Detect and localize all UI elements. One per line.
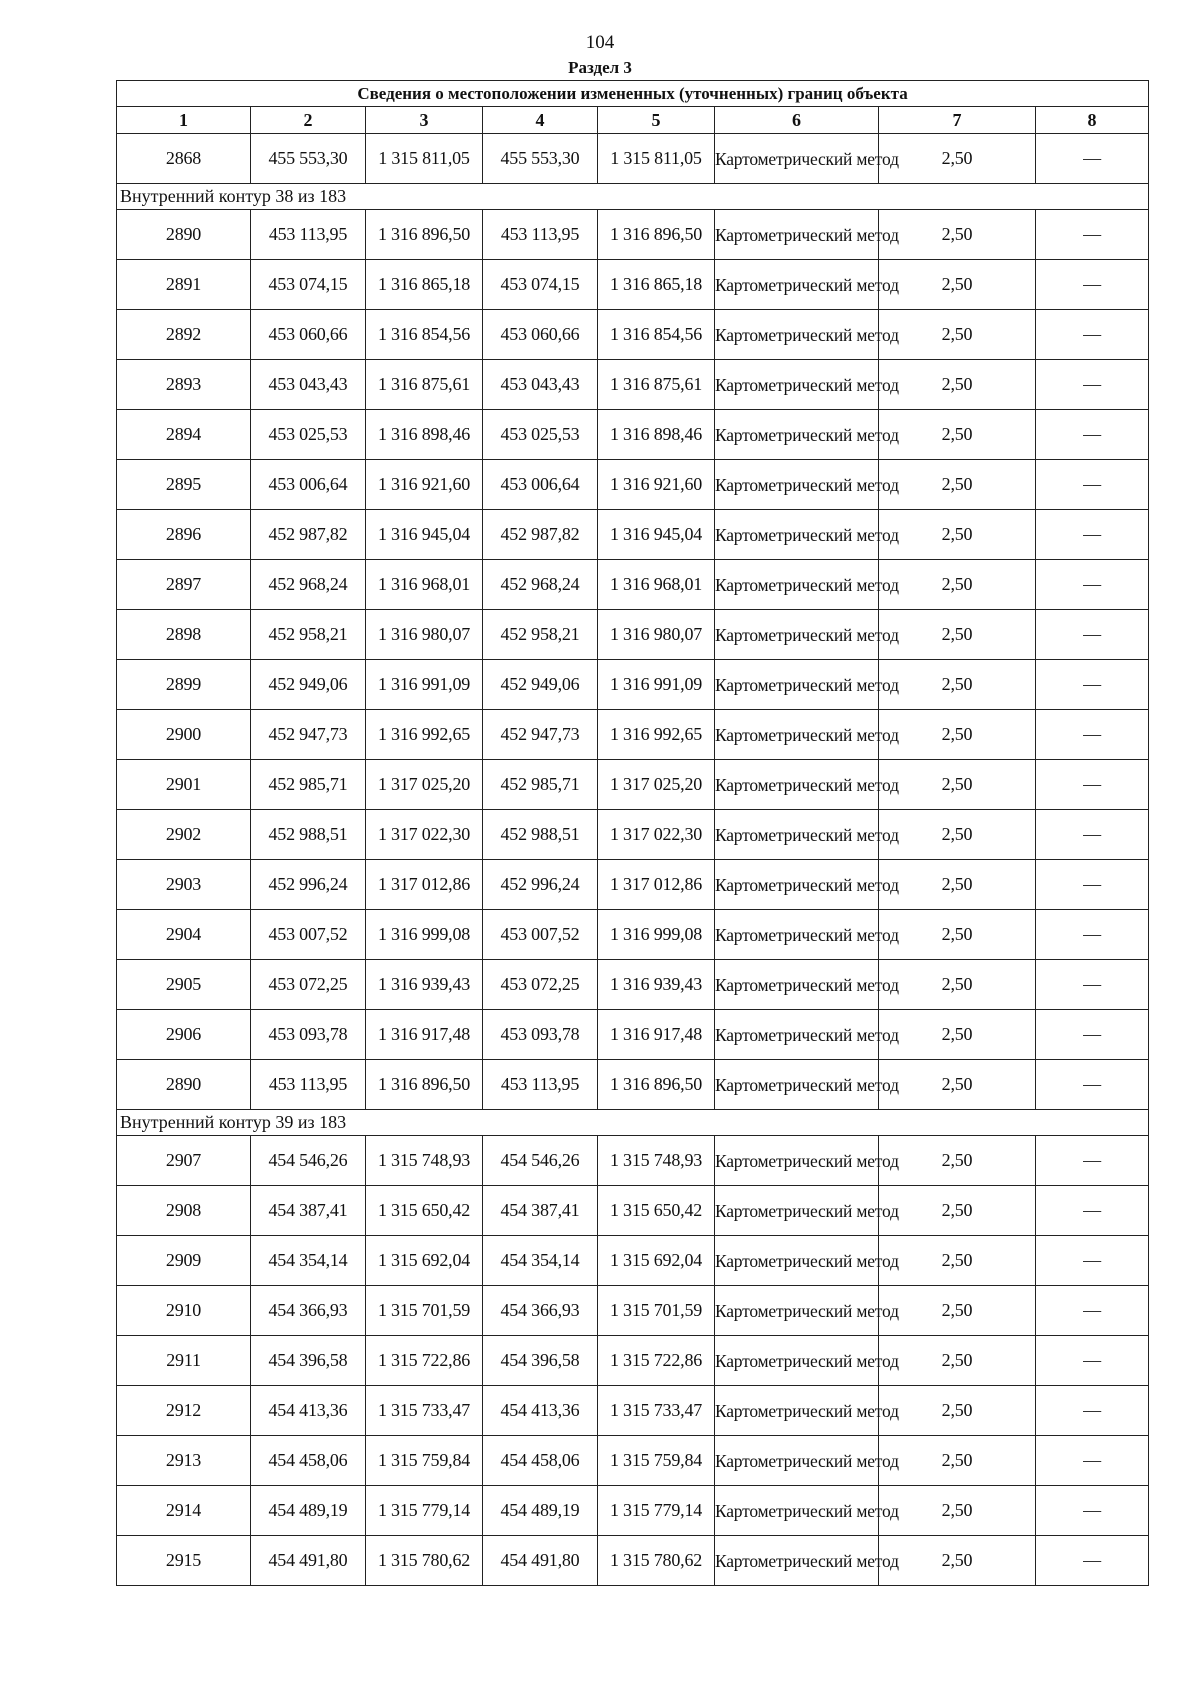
cell-accuracy: 2,50 (879, 560, 1036, 610)
cell-method: Картометрический метод (715, 210, 879, 260)
cell-accuracy: 2,50 (879, 1060, 1036, 1110)
cell-new-y: 1 316 945,04 (598, 510, 715, 560)
contour-header-row (117, 184, 1149, 210)
cell-accuracy: 2,50 (879, 1186, 1036, 1236)
table-row (117, 1536, 1149, 1586)
cell-new-y: 1 316 896,50 (598, 210, 715, 260)
cell-accuracy: 2,50 (879, 1386, 1036, 1436)
page-number: 104 (585, 32, 615, 53)
cell-new-y: 1 317 022,30 (598, 810, 715, 860)
cell-new-x: 454 387,41 (483, 1186, 598, 1236)
contour-label: Внутренний контур 39 из 183 (117, 1110, 1149, 1136)
cell-point-number: 2901 (117, 760, 251, 810)
cell-new-x: 453 113,95 (483, 1060, 598, 1110)
cell-accuracy: 2,50 (879, 1136, 1036, 1186)
cell-existing-y: 1 317 025,20 (366, 760, 483, 810)
cell-point-number: 2912 (117, 1386, 251, 1436)
cell-accuracy: 2,50 (879, 860, 1036, 910)
cell-new-x: 453 072,25 (483, 960, 598, 1010)
table-row (117, 410, 1149, 460)
section-title: Раздел 3 (568, 58, 632, 77)
cell-new-x: 452 987,82 (483, 510, 598, 560)
cell-new-x: 452 968,24 (483, 560, 598, 610)
cell-accuracy: 2,50 (879, 1236, 1036, 1286)
cell-existing-x: 453 113,95 (251, 210, 366, 260)
cell-point-number: 2911 (117, 1336, 251, 1386)
table-row (117, 134, 1149, 184)
table-row (117, 1436, 1149, 1486)
cell-description: — (1036, 1386, 1149, 1436)
cell-new-x: 453 006,64 (483, 460, 598, 510)
cell-existing-y: 1 316 921,60 (366, 460, 483, 510)
cell-existing-y: 1 316 854,56 (366, 310, 483, 360)
cell-existing-y: 1 316 896,50 (366, 210, 483, 260)
cell-new-y: 1 315 692,04 (598, 1236, 715, 1286)
cell-accuracy: 2,50 (879, 510, 1036, 560)
cell-method: Картометрический метод (715, 660, 879, 710)
cell-existing-x: 452 996,24 (251, 860, 366, 910)
cell-new-x: 454 366,93 (483, 1286, 598, 1336)
cell-point-number: 2913 (117, 1436, 251, 1486)
cell-existing-y: 1 315 811,05 (366, 134, 483, 184)
table-row (117, 310, 1149, 360)
cell-accuracy: 2,50 (879, 660, 1036, 710)
cell-point-number: 2892 (117, 310, 251, 360)
cell-new-y: 1 316 917,48 (598, 1010, 715, 1060)
cell-new-x: 453 025,53 (483, 410, 598, 460)
cell-point-number: 2900 (117, 710, 251, 760)
table-row (117, 1286, 1149, 1336)
cell-description: — (1036, 1236, 1149, 1286)
cell-description: — (1036, 1336, 1149, 1386)
cell-existing-y: 1 315 701,59 (366, 1286, 483, 1336)
cell-existing-x: 452 947,73 (251, 710, 366, 760)
cell-method: Картометрический метод (715, 310, 879, 360)
table-row (117, 660, 1149, 710)
cell-new-x: 452 996,24 (483, 860, 598, 910)
cell-new-y: 1 315 701,59 (598, 1286, 715, 1336)
cell-accuracy: 2,50 (879, 310, 1036, 360)
table-row (117, 460, 1149, 510)
cell-accuracy: 2,50 (879, 1486, 1036, 1536)
cell-accuracy: 2,50 (879, 960, 1036, 1010)
cell-point-number: 2907 (117, 1136, 251, 1186)
cell-new-y: 1 316 999,08 (598, 910, 715, 960)
cell-existing-x: 453 060,66 (251, 310, 366, 360)
cell-point-number: 2899 (117, 660, 251, 710)
table-row (117, 260, 1149, 310)
cell-accuracy: 2,50 (879, 610, 1036, 660)
cell-existing-x: 454 491,80 (251, 1536, 366, 1586)
cell-new-y: 1 315 780,62 (598, 1536, 715, 1586)
cell-description: — (1036, 810, 1149, 860)
cell-description: — (1036, 460, 1149, 510)
cell-existing-y: 1 317 012,86 (366, 860, 483, 910)
cell-new-y: 1 316 968,01 (598, 560, 715, 610)
cell-description: — (1036, 310, 1149, 360)
table-row (117, 1010, 1149, 1060)
table-row (117, 1136, 1149, 1186)
cell-new-y: 1 315 650,42 (598, 1186, 715, 1236)
cell-new-x: 454 413,36 (483, 1386, 598, 1436)
cell-new-x: 454 396,58 (483, 1336, 598, 1386)
cell-description: — (1036, 1286, 1149, 1336)
cell-new-y: 1 316 854,56 (598, 310, 715, 360)
cell-existing-x: 453 072,25 (251, 960, 366, 1010)
cell-new-y: 1 317 012,86 (598, 860, 715, 910)
cell-point-number: 2905 (117, 960, 251, 1010)
cell-method: Картометрический метод (715, 960, 879, 1010)
cell-accuracy: 2,50 (879, 134, 1036, 184)
cell-point-number: 2890 (117, 1060, 251, 1110)
cell-accuracy: 2,50 (879, 360, 1036, 410)
cell-existing-y: 1 316 917,48 (366, 1010, 483, 1060)
table-row (117, 1486, 1149, 1536)
cell-existing-x: 453 025,53 (251, 410, 366, 460)
cell-point-number: 2903 (117, 860, 251, 910)
cell-method: Картометрический метод (715, 134, 879, 184)
cell-new-x: 453 074,15 (483, 260, 598, 310)
cell-new-x: 452 958,21 (483, 610, 598, 660)
table-caption-row (117, 81, 1149, 107)
cell-existing-y: 1 316 945,04 (366, 510, 483, 560)
cell-accuracy: 2,50 (879, 760, 1036, 810)
cell-new-y: 1 316 898,46 (598, 410, 715, 460)
cell-point-number: 2894 (117, 410, 251, 460)
cell-method: Картометрический метод (715, 1010, 879, 1060)
cell-new-y: 1 316 980,07 (598, 610, 715, 660)
cell-point-number: 2902 (117, 810, 251, 860)
cell-description: — (1036, 660, 1149, 710)
cell-existing-x: 454 396,58 (251, 1336, 366, 1386)
cell-method: Картометрический метод (715, 1286, 879, 1336)
cell-description: — (1036, 1486, 1149, 1536)
cell-method: Картометрический метод (715, 710, 879, 760)
column-header: 8 (1036, 107, 1149, 134)
cell-existing-x: 453 043,43 (251, 360, 366, 410)
cell-new-y: 1 316 896,50 (598, 1060, 715, 1110)
cell-method: Картометрический метод (715, 1336, 879, 1386)
cell-new-y: 1 316 875,61 (598, 360, 715, 410)
cell-description: — (1036, 1536, 1149, 1586)
cell-method: Картометрический метод (715, 510, 879, 560)
cell-existing-y: 1 316 865,18 (366, 260, 483, 310)
cell-new-x: 452 988,51 (483, 810, 598, 860)
cell-existing-x: 454 387,41 (251, 1186, 366, 1236)
cell-description: — (1036, 510, 1149, 560)
cell-point-number: 2898 (117, 610, 251, 660)
cell-existing-x: 454 366,93 (251, 1286, 366, 1336)
cell-existing-x: 452 968,24 (251, 560, 366, 610)
cell-point-number: 2891 (117, 260, 251, 310)
cell-method: Картометрический метод (715, 760, 879, 810)
cell-method: Картометрический метод (715, 1536, 879, 1586)
cell-description: — (1036, 134, 1149, 184)
cell-accuracy: 2,50 (879, 1436, 1036, 1486)
cell-method: Картометрический метод (715, 410, 879, 460)
cell-new-x: 452 949,06 (483, 660, 598, 710)
table-row (117, 1186, 1149, 1236)
cell-point-number: 2893 (117, 360, 251, 410)
cell-existing-y: 1 316 991,09 (366, 660, 483, 710)
table-row (117, 1236, 1149, 1286)
cell-existing-x: 454 458,06 (251, 1436, 366, 1486)
table-row (117, 510, 1149, 560)
cell-point-number: 2895 (117, 460, 251, 510)
cell-new-x: 452 985,71 (483, 760, 598, 810)
table-row (117, 360, 1149, 410)
cell-existing-x: 453 113,95 (251, 1060, 366, 1110)
column-header: 7 (879, 107, 1036, 134)
table-row (117, 1336, 1149, 1386)
cell-accuracy: 2,50 (879, 710, 1036, 760)
cell-existing-y: 1 315 650,42 (366, 1186, 483, 1236)
cell-point-number: 2908 (117, 1186, 251, 1236)
cell-new-x: 454 546,26 (483, 1136, 598, 1186)
cell-new-y: 1 315 748,93 (598, 1136, 715, 1186)
cell-new-y: 1 316 939,43 (598, 960, 715, 1010)
cell-new-y: 1 315 733,47 (598, 1386, 715, 1436)
cell-new-y: 1 315 759,84 (598, 1436, 715, 1486)
table-caption: Сведения о местоположении измененных (уточненных) границ объекта (117, 81, 1149, 107)
cell-existing-x: 454 546,26 (251, 1136, 366, 1186)
cell-description: — (1036, 560, 1149, 610)
cell-description: — (1036, 1136, 1149, 1186)
cell-existing-x: 454 489,19 (251, 1486, 366, 1536)
column-header: 1 (117, 107, 251, 134)
cell-existing-x: 452 949,06 (251, 660, 366, 710)
cell-existing-x: 454 354,14 (251, 1236, 366, 1286)
cell-existing-y: 1 315 692,04 (366, 1236, 483, 1286)
cell-existing-x: 452 985,71 (251, 760, 366, 810)
cell-point-number: 2910 (117, 1286, 251, 1336)
cell-description: — (1036, 760, 1149, 810)
cell-point-number: 2904 (117, 910, 251, 960)
cell-new-x: 452 947,73 (483, 710, 598, 760)
cell-existing-x: 453 006,64 (251, 460, 366, 510)
cell-description: — (1036, 1436, 1149, 1486)
cell-existing-y: 1 316 999,08 (366, 910, 483, 960)
cell-new-x: 453 043,43 (483, 360, 598, 410)
cell-description: — (1036, 1186, 1149, 1236)
cell-accuracy: 2,50 (879, 460, 1036, 510)
cell-new-y: 1 316 992,65 (598, 710, 715, 760)
cell-existing-x: 453 074,15 (251, 260, 366, 310)
cell-description: — (1036, 410, 1149, 460)
column-header: 5 (598, 107, 715, 134)
table-row (117, 1060, 1149, 1110)
table-row (117, 860, 1149, 910)
table-row (117, 960, 1149, 1010)
cell-existing-x: 452 988,51 (251, 810, 366, 860)
cell-existing-x: 453 093,78 (251, 1010, 366, 1060)
cell-method: Картометрический метод (715, 260, 879, 310)
table-body (117, 134, 1149, 1586)
cell-method: Картометрический метод (715, 1486, 879, 1536)
cell-method: Картометрический метод (715, 1186, 879, 1236)
cell-new-x: 453 113,95 (483, 210, 598, 260)
cell-method: Картометрический метод (715, 1236, 879, 1286)
cell-accuracy: 2,50 (879, 1336, 1036, 1386)
cell-existing-y: 1 316 980,07 (366, 610, 483, 660)
column-header: 2 (251, 107, 366, 134)
cell-existing-x: 452 987,82 (251, 510, 366, 560)
cell-existing-y: 1 317 022,30 (366, 810, 483, 860)
cell-method: Картометрический метод (715, 360, 879, 410)
cell-description: — (1036, 710, 1149, 760)
cell-method: Картометрический метод (715, 1060, 879, 1110)
cell-method: Картометрический метод (715, 610, 879, 660)
table-row (117, 560, 1149, 610)
table-row (117, 210, 1149, 260)
cell-existing-y: 1 316 875,61 (366, 360, 483, 410)
cell-new-x: 453 093,78 (483, 1010, 598, 1060)
cell-existing-y: 1 315 722,86 (366, 1336, 483, 1386)
cell-accuracy: 2,50 (879, 1010, 1036, 1060)
cell-existing-y: 1 315 759,84 (366, 1436, 483, 1486)
cell-description: — (1036, 360, 1149, 410)
cell-point-number: 2890 (117, 210, 251, 260)
cell-point-number: 2915 (117, 1536, 251, 1586)
cell-accuracy: 2,50 (879, 210, 1036, 260)
cell-new-x: 453 060,66 (483, 310, 598, 360)
cell-new-x: 453 007,52 (483, 910, 598, 960)
cell-new-y: 1 315 811,05 (598, 134, 715, 184)
cell-existing-y: 1 315 780,62 (366, 1536, 483, 1586)
cell-new-x: 455 553,30 (483, 134, 598, 184)
table-row (117, 1386, 1149, 1436)
table-row (117, 710, 1149, 760)
table-row (117, 810, 1149, 860)
column-header-row (117, 107, 1149, 134)
cell-description: — (1036, 260, 1149, 310)
cell-existing-y: 1 315 733,47 (366, 1386, 483, 1436)
cell-point-number: 2868 (117, 134, 251, 184)
cell-description: — (1036, 210, 1149, 260)
cell-point-number: 2914 (117, 1486, 251, 1536)
cell-accuracy: 2,50 (879, 410, 1036, 460)
cell-point-number: 2896 (117, 510, 251, 560)
cell-new-y: 1 315 722,86 (598, 1336, 715, 1386)
cell-description: — (1036, 610, 1149, 660)
cell-new-y: 1 317 025,20 (598, 760, 715, 810)
cell-new-x: 454 491,80 (483, 1536, 598, 1586)
table-row (117, 610, 1149, 660)
cell-new-x: 454 354,14 (483, 1236, 598, 1286)
cell-point-number: 2909 (117, 1236, 251, 1286)
cell-accuracy: 2,50 (879, 810, 1036, 860)
cell-existing-y: 1 316 896,50 (366, 1060, 483, 1110)
cell-new-x: 454 489,19 (483, 1486, 598, 1536)
contour-header-row (117, 1110, 1149, 1136)
cell-existing-y: 1 316 992,65 (366, 710, 483, 760)
cell-description: — (1036, 1010, 1149, 1060)
cell-accuracy: 2,50 (879, 260, 1036, 310)
cell-method: Картометрический метод (715, 810, 879, 860)
cell-method: Картометрический метод (715, 1436, 879, 1486)
column-header: 6 (715, 107, 879, 134)
cell-point-number: 2897 (117, 560, 251, 610)
cell-accuracy: 2,50 (879, 1536, 1036, 1586)
table-row (117, 760, 1149, 810)
cell-new-y: 1 316 921,60 (598, 460, 715, 510)
cell-method: Картометрический метод (715, 460, 879, 510)
cell-method: Картометрический метод (715, 560, 879, 610)
cell-point-number: 2906 (117, 1010, 251, 1060)
cell-existing-x: 453 007,52 (251, 910, 366, 960)
cell-existing-x: 452 958,21 (251, 610, 366, 660)
cell-description: — (1036, 1060, 1149, 1110)
cell-existing-y: 1 316 968,01 (366, 560, 483, 610)
cell-method: Картометрический метод (715, 1136, 879, 1186)
cell-new-y: 1 316 865,18 (598, 260, 715, 310)
cell-method: Картометрический метод (715, 860, 879, 910)
cell-description: — (1036, 910, 1149, 960)
table-row (117, 910, 1149, 960)
cell-existing-y: 1 315 779,14 (366, 1486, 483, 1536)
coordinates-table (116, 80, 1149, 1586)
cell-existing-x: 455 553,30 (251, 134, 366, 184)
cell-new-x: 454 458,06 (483, 1436, 598, 1486)
cell-description: — (1036, 860, 1149, 910)
cell-accuracy: 2,50 (879, 910, 1036, 960)
contour-label: Внутренний контур 38 из 183 (117, 184, 1149, 210)
cell-new-y: 1 315 779,14 (598, 1486, 715, 1536)
cell-description: — (1036, 960, 1149, 1010)
column-header: 3 (366, 107, 483, 134)
cell-method: Картометрический метод (715, 1386, 879, 1436)
cell-method: Картометрический метод (715, 910, 879, 960)
cell-accuracy: 2,50 (879, 1286, 1036, 1336)
cell-existing-y: 1 316 898,46 (366, 410, 483, 460)
cell-existing-x: 454 413,36 (251, 1386, 366, 1436)
cell-existing-y: 1 315 748,93 (366, 1136, 483, 1186)
column-header: 4 (483, 107, 598, 134)
cell-existing-y: 1 316 939,43 (366, 960, 483, 1010)
cell-new-y: 1 316 991,09 (598, 660, 715, 710)
